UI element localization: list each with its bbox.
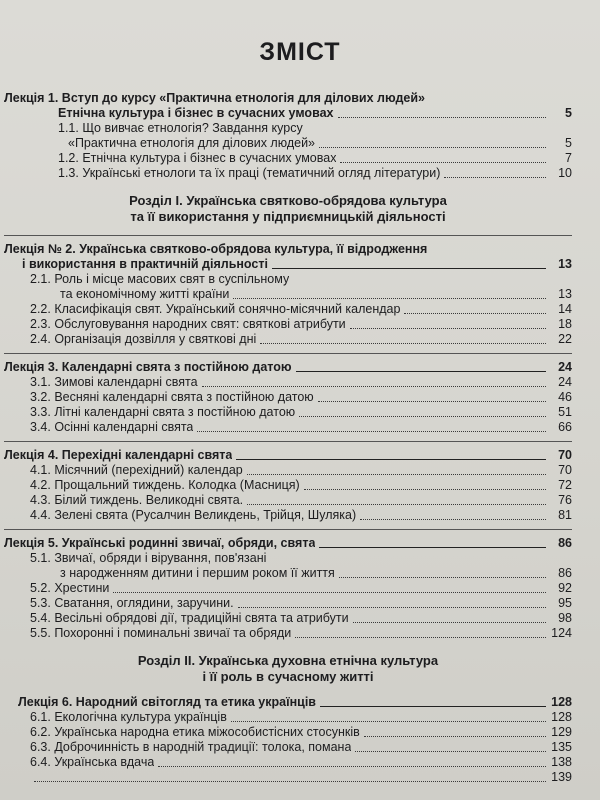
toc-item: 139 [4,770,572,785]
toc-item: 6.1. Екологічна культура українців 128 [30,710,572,724]
toc-item: 2.3. Обслуговування народних свят: святкові атрибути 18 [30,317,572,331]
toc-item: 3.4. Осінні календарні свята 66 [30,420,572,434]
toc-item: 3.2. Весняні календарні свята з постійною датою 46 [30,390,572,404]
divider [4,353,572,354]
toc-item: 5.3. Сватання, оглядини, заручини. 95 [30,596,572,610]
toc-item: 1.1. Що вивчає етнологія? Завдання курсу [58,121,303,135]
toc-item-continued: та економічному житті країни 13 [60,287,572,301]
toc-item-continued: з народженням дитини і першим роком її життя 86 [60,566,572,580]
toc-lecture-6: Лекція 6. Народний світогляд та етика українців 128 [18,695,572,709]
toc-item: 4.1. Місячний (перехідний) календар 70 [30,463,572,477]
toc-item-continued: «Практична етнологія для ділових людей» 5 [68,136,572,150]
toc-item: 4.2. Прощальний тиждень. Колодка (Масниця) 72 [30,478,572,492]
toc-item: 5.5. Похоронні і поминальні звичаї та обряди 124 [30,626,572,640]
toc-item: 2.1. Роль і місце масових свят в суспільному [30,272,290,286]
toc-item: 4.3. Білий тиждень. Великодні свята. 76 [30,493,572,507]
toc-item: 1.2. Етнічна культура і бізнес в сучасних умовах 7 [58,151,572,165]
toc-item: 6.2. Українська народна етика міжособистісних стосунків 129 [30,725,572,739]
toc-item: 1.3. Українські етнологи та їх праці (тематичний огляд літератури) 10 [58,166,572,180]
toc-lecture-4: Лекція 4. Перехідні календарні свята 70 [4,448,572,462]
divider [4,441,572,442]
page-title: ЗМІСТ [259,38,341,66]
toc-item: 5.4. Весільні обрядові дії, традиційні свята та атрибути 98 [30,611,572,625]
toc-item: 6.3. Доброчинність в народній традиції: толока, помана 135 [30,740,572,754]
toc-item: 4.4. Зелені свята (Русалчин Великдень, Трійця, Шуляка) 81 [30,508,572,522]
divider [4,529,572,530]
section-heading-2: Розділ ІІ. Українська духовна етнічна культура і її роль в сучасному житті [137,653,439,684]
toc-lecture-1: Лекція 1. Вступ до курсу «Практична етнологія для ділових людей» [4,91,425,105]
section-heading-1: Розділ І. Українська святково-обрядова культура та її використання у підприємницькій діяльності [129,193,447,224]
toc-lecture-3: Лекція 3. Календарні свята з постійною датою 24 [4,360,572,374]
toc-lecture-5: Лекція 5. Українські родинні звичаї, обряди, свята 86 [4,536,572,550]
toc-lecture-2: Лекція № 2. Українська святково-обрядова культура, її відродження [4,242,428,256]
toc-item: 3.3. Літні календарні свята з постійною датою 51 [30,405,572,419]
toc-item: 6.4. Українська вдача 138 [30,755,572,769]
toc-item: 2.2. Класифікація свят. Український сонячно-місячний календар 14 [30,302,572,316]
toc-lecture-1-subtitle: Етнічна культура і бізнес в сучасних умовах 5 [58,106,572,120]
toc-item: 3.1. Зимові календарні свята 24 [30,375,572,389]
toc-item: 5.1. Звичаї, обряди і вірування, пов'язані [30,551,267,565]
toc-item: 5.2. Хрестини 92 [30,581,572,595]
divider [4,235,572,236]
toc-lecture-2-subtitle: і використання в практичній діяльності 13 [22,257,572,271]
toc-item: 2.4. Організація дозвілля у святкові дні 22 [30,332,572,346]
table-of-contents [0,91,600,785]
